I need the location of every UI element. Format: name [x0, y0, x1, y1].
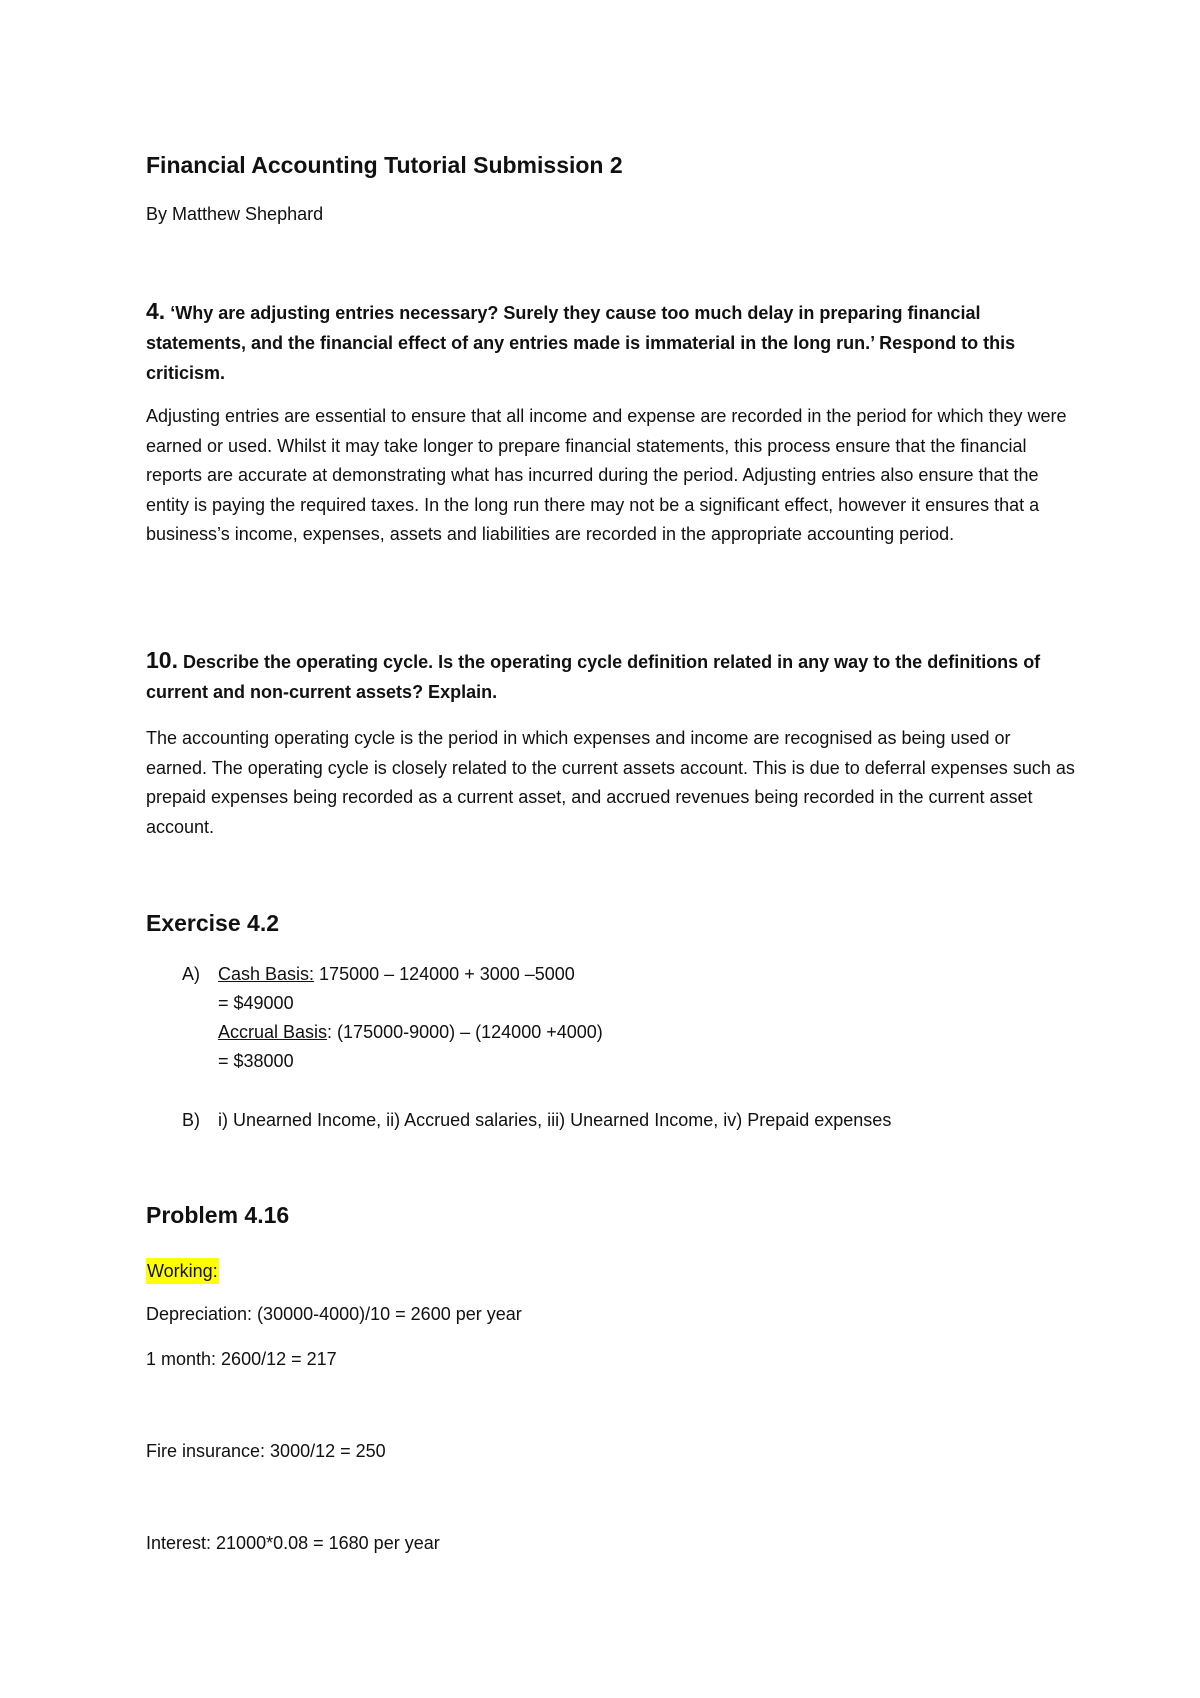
accrual-basis-label: Accrual Basis — [218, 1022, 328, 1042]
depreciation-line: Depreciation: (30000-4000)/10 = 2600 per year — [146, 1304, 522, 1324]
accrual-basis-result: = $38000 — [218, 1051, 294, 1071]
cash-basis-result: = $49000 — [218, 993, 294, 1013]
exercise-item-b — [218, 1106, 891, 1135]
one-month-line: 1 month: 2600/12 = 217 — [146, 1349, 337, 1369]
exercise-heading: Exercise 4.2 — [146, 910, 280, 936]
exercise-item-a — [218, 960, 603, 1076]
question-4 — [146, 296, 1076, 388]
document-title: Financial Accounting Tutorial Submission 2 — [146, 152, 623, 178]
author-line: By Matthew Shephard — [146, 204, 324, 224]
accrual-basis-calc: : (175000-9000) – (124000 +4000) — [327, 1022, 603, 1042]
working-label: Working: — [146, 1258, 219, 1284]
question-10-number: 10. — [146, 647, 178, 673]
question-4-text: ‘Why are adjusting entries necessary? Surely they cause too much delay in preparing financial statements, and the financial effect of any entries made is immaterial in the long run.’ Respond to this criticism. — [146, 303, 1016, 383]
cash-basis-label: Cash Basis: — [218, 964, 315, 984]
problem-heading: Problem 4.16 — [146, 1202, 290, 1228]
cash-basis-calc: 175000 – 124000 + 3000 –5000 — [314, 964, 575, 984]
answer-10: The accounting operating cycle is the period in which expenses and income are recognised as being used or earned. The operating cycle is closely related to the current assets account. This is due to deferral expenses such as prepaid expenses being recorded as a current asset, and accrued revenues being recorded in the current asset account. — [146, 728, 1075, 837]
question-10-text: Describe the operating cycle. Is the operating cycle definition related in any way to the definitions of current and non-current assets? Explain. — [146, 652, 1041, 702]
question-10 — [146, 645, 1076, 707]
exercise-item-b-label: B) — [182, 1110, 200, 1130]
fire-insurance-line: Fire insurance: 3000/12 = 250 — [146, 1441, 386, 1461]
question-4-number: 4. — [146, 298, 166, 324]
cash-basis-line — [218, 960, 603, 989]
exercise-item-a-label: A) — [182, 964, 200, 984]
answer-4: Adjusting entries are essential to ensure that all income and expense are recorded in the period for which they were earned or used. Whilst it may take longer to prepare financial statements, this process ensure that the financial reports are accurate at demonstrating what has incurred during the period. Adjusting entries also ensure that the entity is paying the required taxes. In the long run there may not be a significant effect, however it ensures that a business’s income, expenses, assets and liabilities are recorded in the appropriate accounting period. — [146, 406, 1067, 544]
exercise-item-b-text: i) Unearned Income, ii) Accrued salaries, iii) Unearned Income, iv) Prepaid expenses — [218, 1110, 892, 1130]
interest-line: Interest: 21000*0.08 = 1680 per year — [146, 1533, 440, 1553]
accrual-basis-line — [218, 1018, 603, 1047]
